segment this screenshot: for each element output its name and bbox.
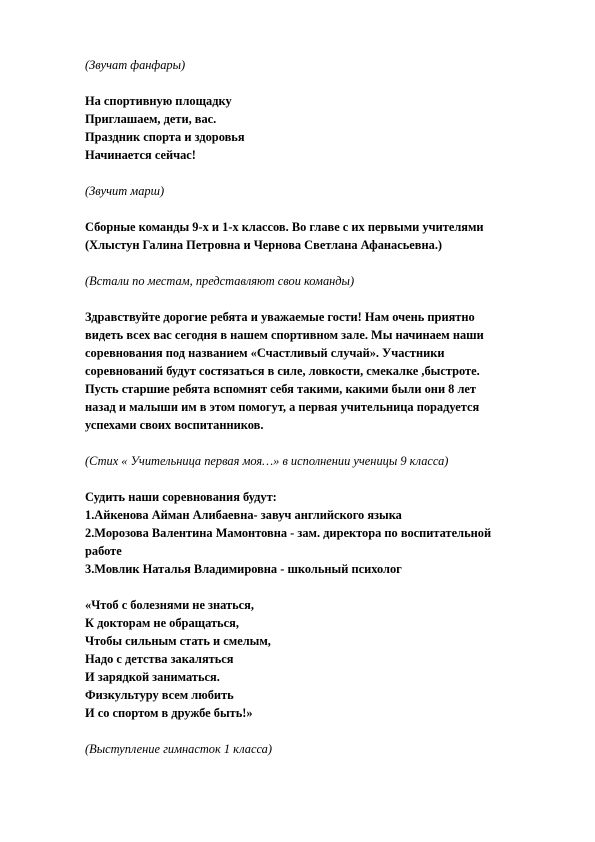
- text-paragraph: [85, 308, 555, 434]
- text-line: (Стих « Учительница первая моя…» в исполнении ученицы 9 класса): [85, 454, 449, 468]
- text-paragraph: [85, 596, 555, 722]
- stage-direction: [85, 182, 555, 200]
- text-line: Чтобы сильным стать и смелым,: [85, 634, 271, 648]
- text-line: работе: [85, 544, 122, 558]
- text-line: 2.Морозова Валентина Мамонтовна - зам. директора по воспитательной: [85, 526, 492, 540]
- text-line: соревнования под названием «Счастливый случай». Участники: [85, 346, 445, 360]
- text-paragraph: [85, 92, 555, 164]
- paragraph-gap: [85, 434, 555, 452]
- text-line: Здравствуйте дорогие ребята и уважаемые гости! Нам очень приятно: [85, 310, 475, 324]
- text-line: Приглашаем, дети, вас.: [85, 112, 217, 126]
- text-line: (Выступление гимнасток 1 класса): [85, 742, 272, 756]
- text-line: (Звучит марш): [85, 184, 165, 198]
- text-line: успехами своих воспитанников.: [85, 418, 264, 432]
- text-line: соревнований будут состязаться в силе, ловкости, смекалке ,быстроте.: [85, 364, 480, 378]
- text-line: И зарядкой заниматься.: [85, 670, 220, 684]
- text-line: Физкультуру всем любить: [85, 688, 234, 702]
- stage-direction: [85, 740, 555, 758]
- text-line: 3.Мовлик Наталья Владимировна - школьный психолог: [85, 562, 402, 576]
- text-line: 1.Айкенова Айман Алибаевна- завуч английского языка: [85, 508, 402, 522]
- paragraph-gap: [85, 200, 555, 218]
- text-line: «Чтоб с болезнями не знаться,: [85, 598, 254, 612]
- text-line: (Звучат фанфары): [85, 58, 186, 72]
- text-line: Начинается сейчас!: [85, 148, 196, 162]
- text-line: Сборные команды 9-х и 1-х классов. Во главе с их первыми учителями: [85, 220, 484, 234]
- paragraph-gap: [85, 470, 555, 488]
- stage-direction: [85, 56, 555, 74]
- stage-direction: [85, 272, 555, 290]
- paragraph-gap: [85, 74, 555, 92]
- stage-direction: [85, 452, 555, 470]
- paragraph-gap: [85, 290, 555, 308]
- paragraph-gap: [85, 254, 555, 272]
- text-line: К докторам не обращаться,: [85, 616, 239, 630]
- text-paragraph: [85, 488, 555, 578]
- paragraph-gap: [85, 164, 555, 182]
- paragraph-gap: [85, 722, 555, 740]
- text-line: видеть всех вас сегодня в нашем спортивном зале. Мы начинаем наши: [85, 328, 484, 342]
- text-line: Надо с детства закаляться: [85, 652, 234, 666]
- text-line: (Хлыстун Галина Петровна и Чернова Светлана Афанасьевна.): [85, 238, 443, 252]
- text-line: Судить наши соревнования будут:: [85, 490, 277, 504]
- text-line: Праздник спорта и здоровья: [85, 130, 245, 144]
- text-line: На спортивную площадку: [85, 94, 232, 108]
- text-line: Пусть старшие ребята вспомнят себя такими, какими были они 8 лет: [85, 382, 477, 396]
- document-page: [85, 56, 555, 758]
- text-line: назад и малыши им в этом помогут, а первая учительница порадуется: [85, 400, 480, 414]
- text-paragraph: [85, 218, 555, 254]
- paragraph-gap: [85, 578, 555, 596]
- text-line: И со спортом в дружбе быть!»: [85, 706, 253, 720]
- text-line: (Встали по местам, представляют свои команды): [85, 274, 355, 288]
